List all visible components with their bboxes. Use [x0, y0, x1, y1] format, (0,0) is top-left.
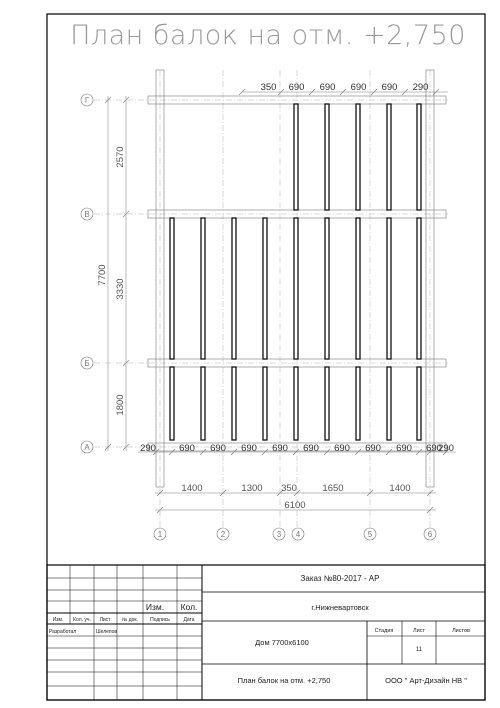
- row-axis-label: Б: [84, 359, 90, 368]
- order-number: Заказ №80-2017 - АР: [300, 574, 380, 583]
- dim-label-top: 690: [381, 82, 398, 93]
- sheet-title: План балок на отм. +2,750: [237, 676, 331, 685]
- dim-label-bottom: 290: [438, 443, 454, 454]
- col-axis-label: 5: [367, 530, 373, 539]
- city-name: г.Нижневартовск: [311, 603, 369, 612]
- row-axis-label: Г: [84, 96, 90, 105]
- dim-label-bottom: 690: [334, 443, 350, 454]
- beam-span-vb-4: [263, 218, 267, 359]
- beam-span-vb-3: [232, 218, 236, 359]
- col-axis-label: 3: [276, 530, 282, 539]
- dim-label-top: 290: [412, 82, 429, 93]
- beam-span-ba-8: [387, 367, 391, 440]
- col-signature: Подпись: [150, 617, 170, 623]
- dim-label-bottom: 690: [426, 443, 442, 454]
- beam-span-vb-1: [170, 218, 174, 359]
- col-list: Лист: [99, 617, 111, 623]
- beam-span-vb-9: [417, 218, 421, 359]
- col-doc-no: № док.: [121, 617, 139, 623]
- row-axis-label: А: [84, 443, 90, 452]
- beam-span-vb-5: [294, 218, 298, 359]
- dim-label-top: 690: [350, 82, 367, 93]
- dim-label-bottom: 690: [179, 443, 195, 454]
- beam-span-vb-8: [387, 218, 391, 359]
- beam-span-gv-5: [417, 104, 421, 210]
- col-axis-label: 2: [220, 530, 226, 539]
- dim-label-bottom: 690: [396, 443, 412, 454]
- dim-label-top: 350: [260, 82, 277, 93]
- beam-span-ba-2: [201, 367, 205, 440]
- col-date: Дата: [183, 617, 195, 623]
- dim-label-bottom: 690: [241, 443, 257, 454]
- col-kol-uch: Кол. уч.: [73, 617, 91, 623]
- beam-span-gv-1: [294, 104, 298, 210]
- dim-label-bottom: 290: [140, 443, 156, 454]
- dim-label-axis-span: 350: [281, 483, 297, 494]
- house-name: Дом 7700х6100: [255, 638, 309, 647]
- kol-header: Кол.: [180, 602, 198, 612]
- izm-header: Изм.: [145, 602, 165, 612]
- beam-span-ba-3: [232, 367, 236, 440]
- beam-span-ba-1: [170, 367, 174, 440]
- floor-plan: [81, 70, 456, 540]
- dim-label-bottom: 690: [272, 443, 288, 454]
- company-name: ООО " Арт-Дизайн НВ ": [385, 676, 467, 685]
- dim-label-bottom: 690: [210, 443, 226, 454]
- sheet-number: 11: [415, 647, 423, 653]
- beam-span-ba-7: [356, 367, 360, 440]
- stage-label: Стадия: [374, 628, 394, 634]
- beam-span-gv-4: [387, 104, 391, 210]
- beam-span-ba-9: [417, 367, 421, 440]
- col-axis-label: 6: [427, 530, 433, 539]
- beam-span-gv-3: [356, 104, 360, 210]
- dim-label-left-span: 1800: [115, 394, 126, 416]
- dim-label-axis-span: 1400: [181, 483, 203, 494]
- beam-span-ba-5: [294, 367, 298, 440]
- dim-label-overall-height: 7700: [97, 264, 108, 286]
- beam-span-vb-2: [201, 218, 205, 359]
- dim-label-axis-span: 1300: [241, 483, 263, 494]
- col-axis-label: 4: [295, 530, 301, 539]
- sheets-label: Листов: [452, 628, 470, 634]
- col-axis-label: 1: [157, 530, 163, 539]
- drawing-title: План балок на отм. +2,750: [70, 20, 466, 51]
- developer-name: Шелепов: [96, 629, 118, 635]
- beam-span-ba-6: [325, 367, 329, 440]
- dim-label-bottom: 690: [365, 443, 381, 454]
- dim-label-top: 690: [288, 82, 305, 93]
- dim-label-axis-span: 1650: [322, 483, 344, 494]
- dim-label-axis-span: 1400: [389, 483, 411, 494]
- beam-span-vb-7: [356, 218, 360, 359]
- col-izm: Изм.: [52, 617, 64, 623]
- title-block-text: [49, 574, 470, 685]
- beam-span-ba-4: [263, 367, 267, 440]
- dim-label-bottom: 690: [303, 443, 319, 454]
- beam-span-gv-2: [325, 104, 329, 210]
- dim-label-left-span: 2570: [115, 146, 126, 168]
- dim-label-top: 690: [319, 82, 336, 93]
- sheet-label: Лист: [413, 628, 425, 634]
- dim-label-overall-width: 6100: [284, 500, 306, 511]
- row-axis-label: В: [84, 210, 90, 219]
- dim-label-left-span: 3330: [115, 278, 126, 300]
- developed-label: Разработал: [49, 629, 77, 635]
- beam-span-vb-6: [325, 218, 329, 359]
